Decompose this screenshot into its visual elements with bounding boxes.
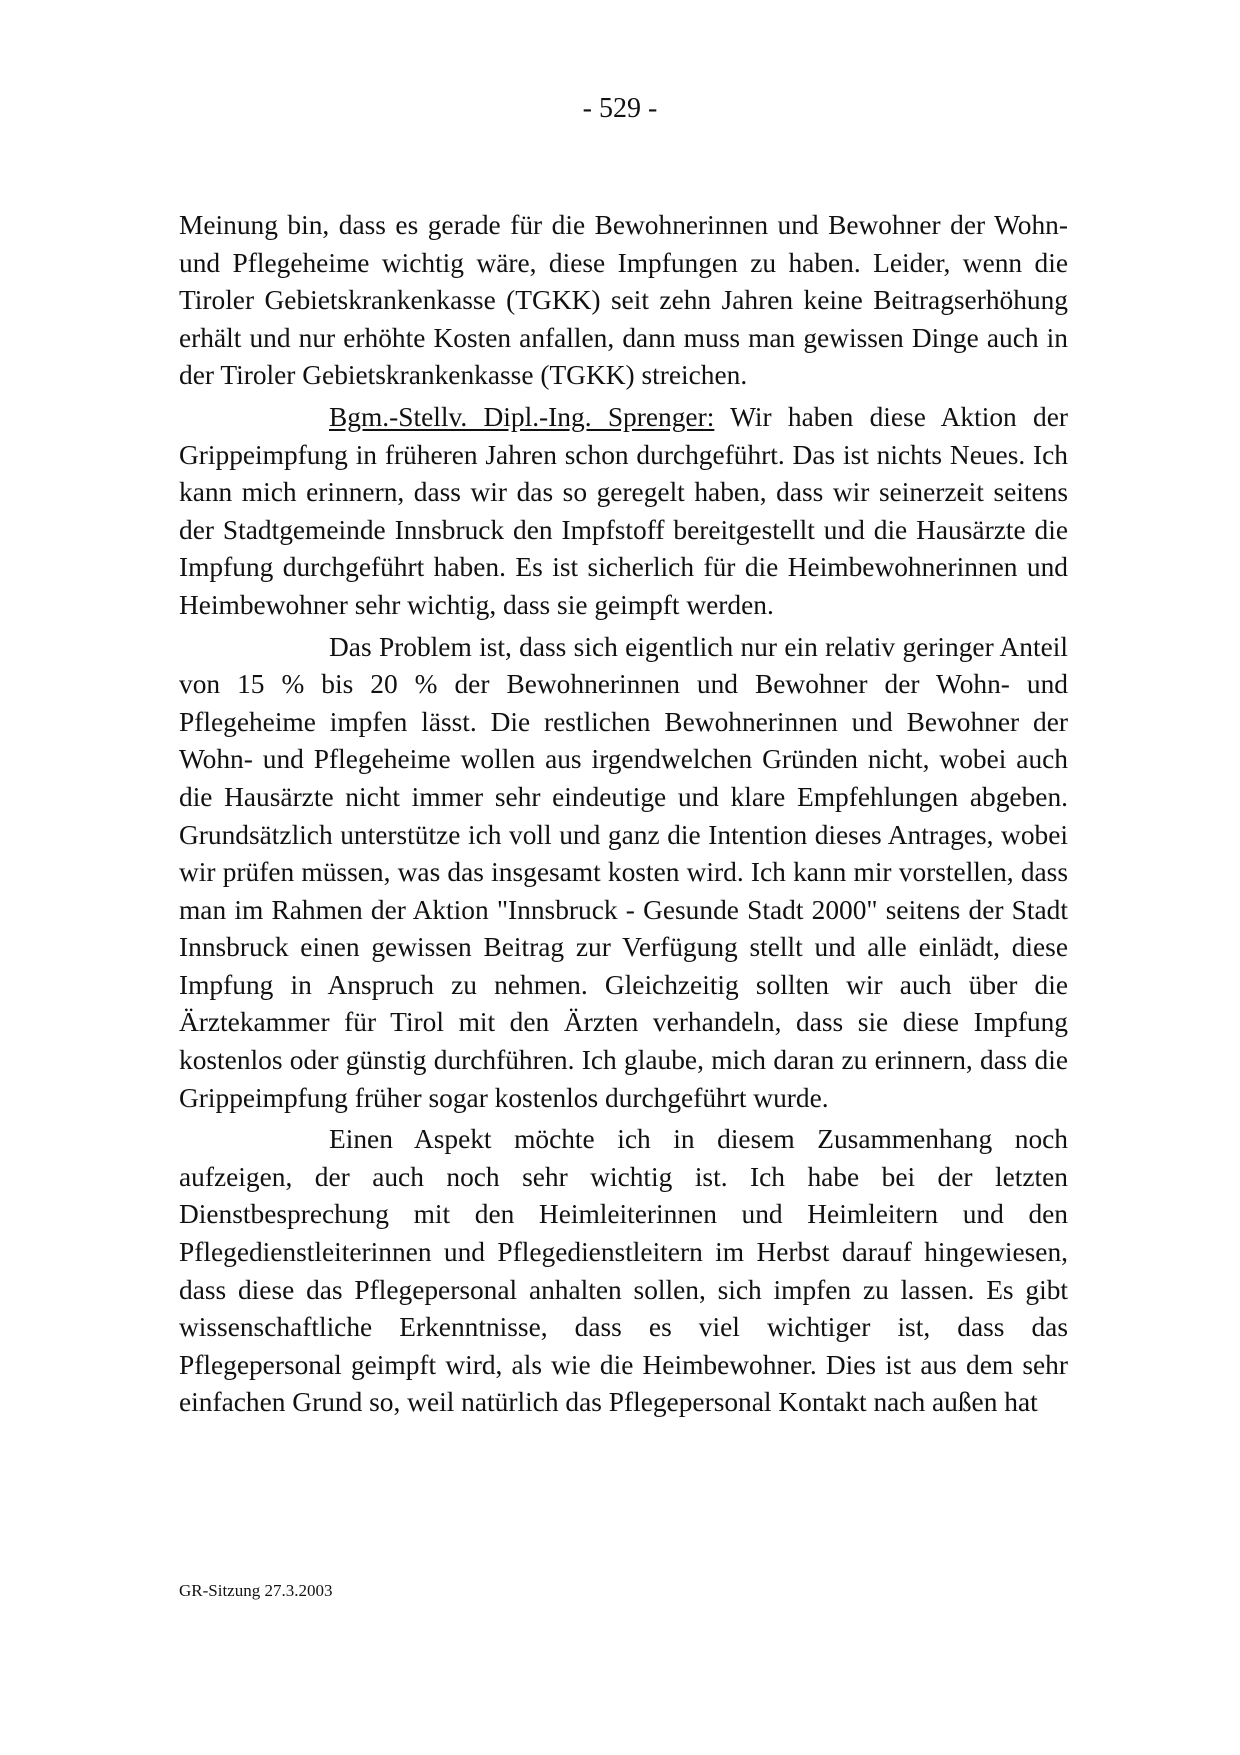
paragraph-4: Einen Aspekt möchte ich in diesem Zusammenhang noch aufzeigen, der auch noch sehr wichtig ist. Ich habe bei der letzten Dienstbesprechung mit den Heimleiterinnen und Heimleitern und den Pflegedienstleiterinnen und Pflegedienstleitern im Herbst darauf hingewiesen, dass diese das Pflegepersonal anhalten sollen, sich impfen zu lassen. Es gibt wissenschaftliche Erkenntnisse, dass es viel wichtiger ist, dass das Pflegepersonal geimpft wird, als wie die Heimbewohner. Dies ist aus dem sehr einfachen Grund so, weil natürlich das Pflegepersonal Kontakt nach außen hat [179, 1124, 1068, 1418]
paragraph-1: Meinung bin, dass es gerade für die Bewohnerinnen und Bewohner der Wohn- und Pflegeheime wichtig wäre, diese Impfungen zu haben. Leider, wenn die Tiroler Gebietskrankenkasse (TGKK) seit zehn Jahren keine Beitragserhöhung erhält und nur erhöhte Kosten anfallen, dann muss man gewissen Dinge auch in der Tiroler Gebietskrankenkasse (TGKK) streichen. [179, 210, 1068, 391]
document-body [179, 207, 1068, 1426]
paragraph-2-text: Wir haben diese Aktion der Grippeimpfung in früheren Jahren schon durchgeführt. Das ist nichts Neues. Ich kann mich erinnern, dass wir das so geregelt haben, dass wir seinerzeit seitens der Stadtgemeinde Innsbruck den Impfstoff bereitgestellt und die Hausärzte die Impfung durchgeführt haben. Es ist sicherlich für die Heimbewohnerinnen und Heimbewohner sehr wichtig, dass sie geimpft werden. [179, 401, 1068, 620]
speaker-name: Bgm.-Stellv. Dipl.-Ing. Sprenger: [329, 401, 715, 432]
footer-session-date: GR-Sitzung 27.3.2003 [179, 1581, 333, 1600]
paragraph-3: Das Problem ist, dass sich eigentlich nur ein relativ geringer Anteil von 15 % bis 20 % der Bewohnerinnen und Bewohner der Wohn- und Pflegeheime impfen lässt. Die restlichen Bewohnerinnen und Bewohner der Wohn- und Pflegeheime wollen aus irgendwelchen Gründen nicht, wobei auch die Hausärzte nicht immer sehr eindeutige und klare Empfehlungen abgeben. Grundsätzlich unterstütze ich voll und ganz die Intention dieses Antrages, wobei wir prüfen müssen, was das insgesamt kosten wird. Ich kann mir vorstellen, dass man im Rahmen der Aktion "Innsbruck - Gesunde Stadt 2000" seitens der Stadt Innsbruck einen gewissen Beitrag zur Verfügung stellt und alle einlädt, diese Impfung in Anspruch zu nehmen. Gleichzeitig sollten wir auch über die Ärztekammer für Tirol mit den Ärzten verhandeln, dass sie diese Impfung kostenlos oder günstig durchführen. Ich glaube, mich daran zu erinnern, dass die Grippeimpfung früher sogar kostenlos durchgeführt wurde. [179, 631, 1068, 1113]
paragraph-2 [179, 399, 1068, 625]
page-number: - 529 - [582, 93, 658, 124]
